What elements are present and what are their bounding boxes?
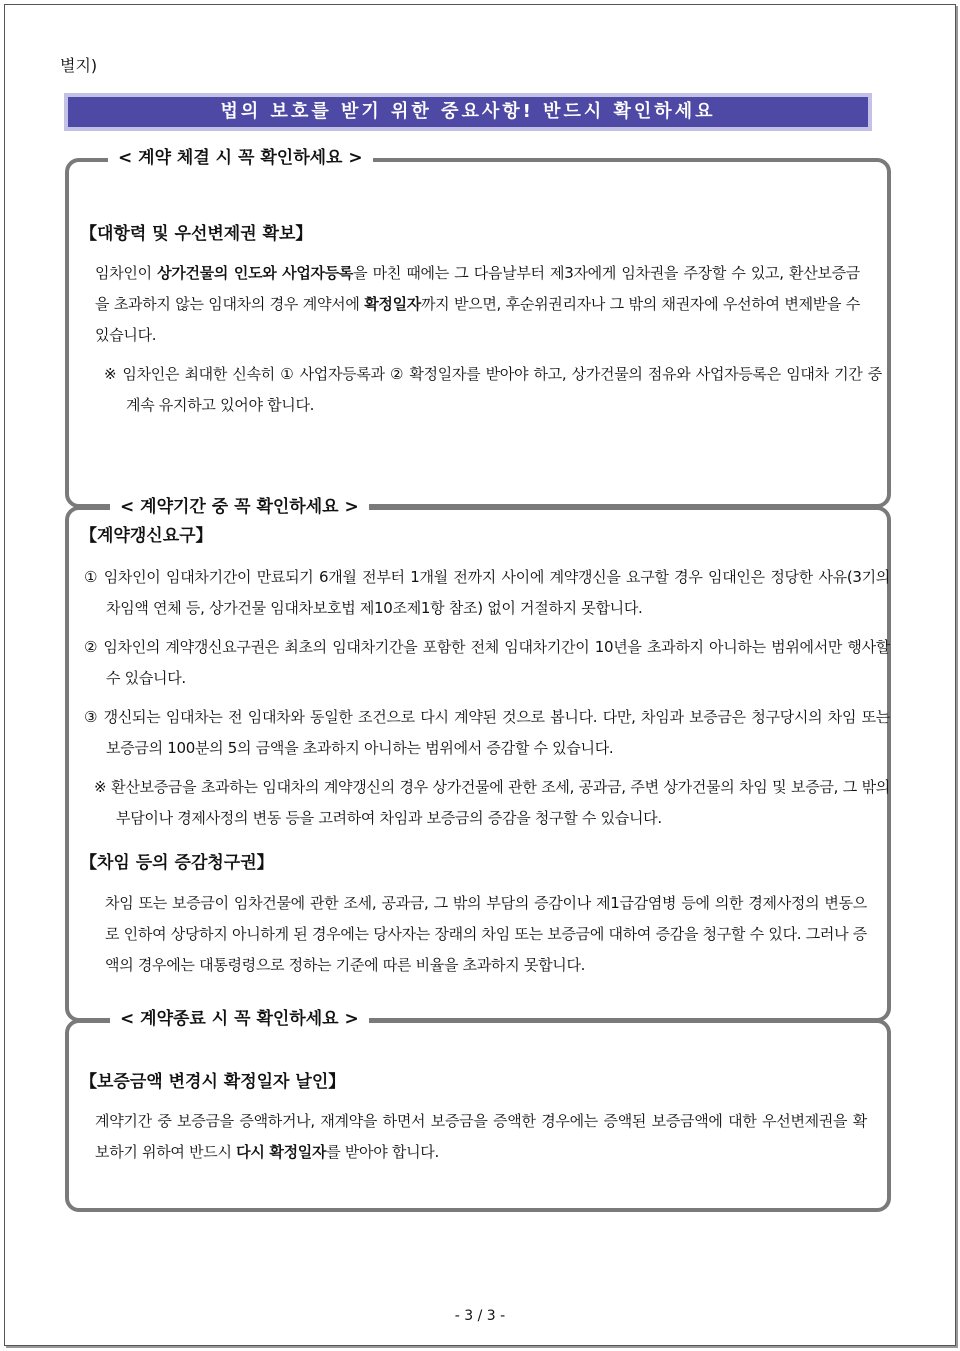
note: ※ 환산보증금을 초과하는 임대차의 계약갱신의 경우 상가건물에 관한 조세, 공과금, 주변 상가건물의 차임 및 보증금, 그 밖의 부담이나 경제사정의 변동 등을 고려하여 차임과 보증금의 증감을 청구할 수 있습니다. [94,778,890,827]
text: 까지 받으면, 후순위권리자나 그 밖의 채권자에 우선하여 변제받을 수 있습니다. [95,295,860,344]
section-heading: < 계약 체결 시 꼭 확인하세요 > [108,147,373,169]
text: 을 마친 때에는 그 다음날부터 제3자에게 임차권을 주장할 수 있고, 환산보증금을 초과하지 않는 임대차의 경우 계약서에 [95,264,860,313]
subsection-title: 【대항력 및 우선변제권 확보】 [80,224,313,244]
section-heading: < 계약종료 시 꼭 확인하세요 > [110,1008,369,1030]
list-item: ② 임차인의 계약갱신요구권은 최초의 임대차기간을 포함한 전체 임대차기간이 10년을 초과하지 아니하는 범위에서만 행사할 수 있습니다. [84,638,890,687]
subsection-title: 【차임 등의 증감청구권】 [80,853,274,873]
paragraph [95,258,860,351]
title-banner [64,93,872,131]
attachment-label: 별지) [60,56,98,75]
text: 임차인이 [95,264,158,282]
text: 계약기간 중 보증금을 증액하거나, 재계약을 하면서 보증금을 증액한 경우에는 증액된 보증금액에 대한 우선변제권을 확보하기 위하여 반드시 [95,1112,867,1161]
section-heading: < 계약기간 중 꼭 확인하세요 > [110,496,369,518]
list-item: ③ 갱신되는 임대차는 전 임대차와 동일한 조건으로 다시 계약된 것으로 봅니다. 다만, 차임과 보증금은 청구당시의 차임 또는 보증금의 100분의 5의 금액을 초과하지 아니하는 범위에서 증감할 수 있습니다. [84,708,890,757]
bold-text: 다시 확정일자 [236,1143,327,1161]
paragraph: 차임 또는 보증금이 임차건물에 관한 조세, 공과금, 그 밖의 부담의 증감이나 제1급감염병 등에 의한 경제사정의 변동으로 인하여 상당하지 아니하게 된 경우에는 당사자는 장래의 차임 또는 보증금에 대하여 증감을 청구할 수 있다. 그러나 증액의 경우에는 대통령령으로 정하는 기준에 따른 비율을 초과하지 못합니다. [105,894,867,974]
list-item: ① 임차인이 임대차기간이 만료되기 6개월 전부터 1개월 전까지 사이에 계약갱신을 요구할 경우 임대인은 정당한 사유(3기의 차임액 연체 등, 상가건물 임대차보호법 제10조제1항 참조) 없이 거절하지 못합니다. [84,568,890,617]
note: ※ 임차인은 최대한 신속히 ① 사업자등록과 ② 확정일자를 받아야 하고, 상가건물의 점유와 사업자등록은 임대차 기간 중 계속 유지하고 있어야 합니다. [104,365,882,414]
bold-text: 상가건물의 인도와 사업자등록 [157,264,354,282]
subsection-title: 【보증금액 변경시 확정일자 날인】 [80,1072,346,1092]
subsection-title: 【계약갱신요구】 [80,526,213,546]
text: 를 받아야 합니다. [326,1143,439,1161]
banner-title: 법의 보호를 받기 위한 중요사항! 반드시 확인하세요 [68,97,868,127]
paragraph [95,1106,867,1168]
page-number: - 3 / 3 - [454,1308,506,1324]
bold-text: 확정일자 [364,295,421,313]
